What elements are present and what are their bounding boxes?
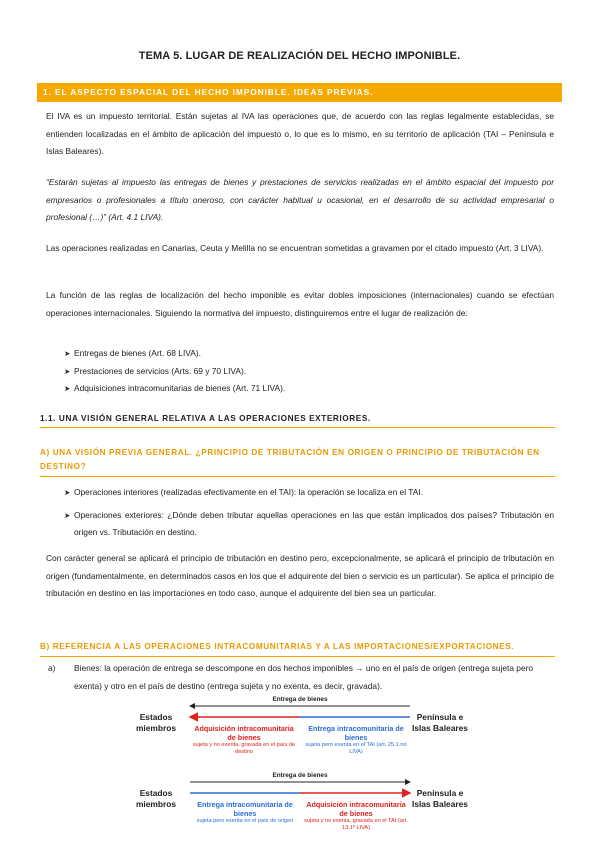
page-title: TEMA 5. LUGAR DE REALIZACIÓN DEL HECHO IMPONIBLE. (138, 50, 461, 62)
arrow-bullet-icon: ➤ (64, 488, 71, 497)
paragraph-principio-destino: Con carácter general se aplicará el principio de tributación en destino pero, excepcionalmente, se aplicará el principio de tributación en origen (fundamentalmente, en determinados casos en los que el adquirente del bien o servicio es un particular). Se aplica el principio de tributación en destino en las importaciones en todo caso, aunque el adquirente del bien sea un particular. (46, 553, 554, 598)
subsection-b-heading: B) REFERENCIA A LAS OPERACIONES INTRACOMUNITARIAS Y A LAS IMPORTACIONES/EXPORTACIONES. (40, 640, 555, 657)
red-box-row1: Adquisición intracomunitaria de bienes sujeta y no exenta, gravada en el país de destino (192, 724, 296, 755)
intracommunity-diagram (0, 696, 599, 848)
paragraph-localizacion: La función de las reglas de localización del hecho imponible es evitar dobles imposiciones (internacionales) cuando se efectúan operaciones internacionales. Siguiendo la normativa del impuesto, distinguiremos entre el lugar de realización de: (46, 290, 554, 318)
list-item: ➤ Operaciones exteriores: ¿Dónde deben tributar aquellas operaciones en las que están implicados dos países? Tributación en origen vs. Tributación en destino. (46, 507, 554, 542)
blue-box-row1: Entrega intracomunitaria de bienes sujeta pero exenta en el TAI (art. 25.1.no LIVA) (305, 724, 407, 755)
quote-art-4-1: “Estarán sujetas al impuesto las entregas de bienes y prestaciones de servicios realizadas en el ámbito espacial del impuesto por empresarios o profesionales a título oneroso, con carácter habitual u ocasional, en el desarrollo de su actividad empresarial o profesional (…)” (Art. 4.1 LIVA). (46, 177, 554, 222)
subsection-a-heading: A) UNA VISIÓN PREVIA GENERAL. ¿PRINCIPIO DE TRIBUTACIÓN EN ORIGEN O PRINCIPIO DE TRIBUTACIÓN EN DESTINO? (40, 446, 555, 477)
label-estados-miembros: Estados miembros (135, 712, 177, 733)
entrega-label-row1: Entrega de bienes (272, 696, 328, 703)
list-item: ➤ Adquisiciones intracomunitarias de bienes (Art. 71 LIVA). (46, 380, 554, 398)
blue-box-row2: Entrega intracomunitaria de bienes sujeta pero exenta en el país de origen (196, 800, 294, 824)
paragraph-iva-territorial: El IVA es un impuesto territorial. Están sujetas al IVA las operaciones que, de acuerdo con las reglas legalmente establecidas, se entienden localizadas en el ámbito de aplicación del impuesto o, lo que es lo mismo, en su territorio de aplicación (TAI – Península e Islas Baleares). (46, 111, 554, 156)
list-item: ➤ Operaciones interiores (realizadas efectivamente en el TAI): la operación se localiza en el TAI. (46, 484, 554, 502)
label-estados-miembros: Estados miembros (135, 788, 177, 809)
list-item: ➤ Entregas de bienes (Art. 68 LIVA). (46, 345, 554, 363)
list-item: ➤ Prestaciones de servicios (Arts. 69 y 70 LIVA). (46, 363, 554, 381)
arrow-bullet-icon: ➤ (64, 349, 71, 358)
list-item-bienes: a) Bienes: la operación de entrega se descompone en dos hechos imponibles → uno en el país de origen (entrega sujeta pero exenta) y otro en el país de destino (entrega sujeta y no exenta, es decir, gravada). (48, 663, 534, 691)
label-peninsula: Península e Islas Baleares (412, 712, 468, 733)
arrow-bullet-icon: ➤ (64, 366, 71, 376)
arrow-bullet-icon: ➤ (64, 510, 71, 520)
red-box-row2: Adquisición intracomunitaria de bienes sujeta y no exenta, gravada en el TAI (art. 13.1º LIVA) (304, 800, 408, 831)
section-1-heading: 1. EL ASPECTO ESPACIAL DEL HECHO IMPONIBLE. IDEAS PREVIAS. (37, 83, 562, 102)
bullet-list-lugar (46, 345, 554, 398)
bullet-list-operaciones (46, 484, 554, 542)
entrega-label-row2: Entrega de bienes (272, 772, 328, 779)
section-1-1-heading: 1.1. UNA VISIÓN GENERAL RELATIVA A LAS OPERACIONES EXTERIORES. (40, 414, 555, 428)
paragraph-canarias: Las operaciones realizadas en Canarias, Ceuta y Melilla no se encuentran sometidas a gravamen por el citado impuesto (Art. 3 LIVA). (46, 243, 544, 253)
arrow-bullet-icon: ➤ (64, 384, 71, 393)
label-peninsula: Península e Islas Baleares (412, 788, 468, 809)
